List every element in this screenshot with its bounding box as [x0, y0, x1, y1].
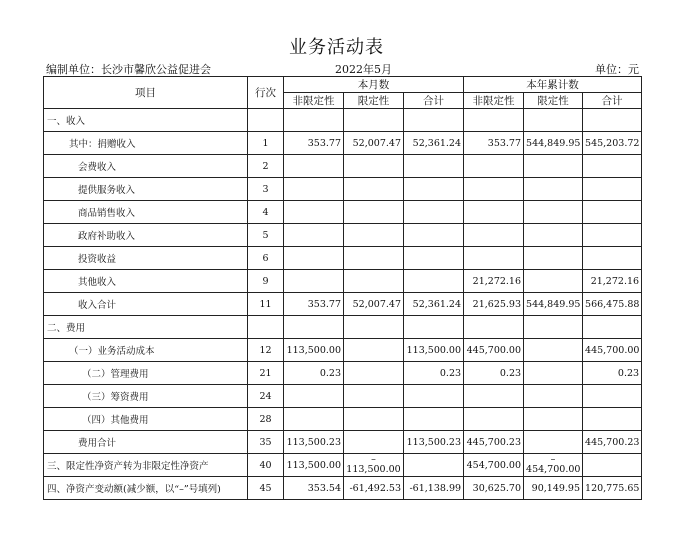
ytd-total — [583, 385, 642, 408]
row-item: 收入合计 — [44, 293, 248, 316]
month-unrestricted: 113,500.00 — [284, 454, 344, 477]
row-line: 12 — [248, 339, 284, 362]
month-total — [404, 155, 464, 178]
table-row — [44, 362, 642, 385]
ytd-total — [583, 178, 642, 201]
month-total — [404, 385, 464, 408]
month-total: 0.23 — [404, 362, 464, 385]
row-item: 二、费用 — [44, 316, 248, 339]
header-line: 行次 — [248, 77, 284, 109]
ytd-unrestricted: 353.77 — [464, 132, 524, 155]
ytd-total: 545,203.72 — [583, 132, 642, 155]
month-unrestricted — [284, 247, 344, 270]
month-total — [404, 201, 464, 224]
month-total — [404, 247, 464, 270]
row-line: 24 — [248, 385, 284, 408]
month-restricted: 52,007.47 — [344, 293, 404, 316]
ytd-total: 120,775.65 — [583, 477, 642, 500]
row-line: 4 — [248, 201, 284, 224]
ytd-restricted — [524, 408, 583, 431]
ytd-restricted — [524, 385, 583, 408]
table-row — [44, 454, 642, 477]
table-row — [44, 408, 642, 431]
row-line: 28 — [248, 408, 284, 431]
ytd-total — [583, 155, 642, 178]
row-line: 11 — [248, 293, 284, 316]
month-total — [404, 270, 464, 293]
month-total — [404, 316, 464, 339]
row-item: 投资收益 — [44, 247, 248, 270]
ytd-restricted — [524, 247, 583, 270]
negative-sign: – — [371, 454, 376, 465]
header-month-unrestricted: 非限定性 — [284, 93, 344, 109]
table-row — [44, 201, 642, 224]
month-unrestricted: 0.23 — [284, 362, 344, 385]
row-line: 21 — [248, 362, 284, 385]
month-restricted — [344, 431, 404, 454]
ytd-restricted — [524, 454, 583, 477]
ytd-total — [583, 454, 642, 477]
ytd-unrestricted: 0.23 — [464, 362, 524, 385]
row-line: 2 — [248, 155, 284, 178]
row-item: （四）其他费用 — [44, 408, 248, 431]
month-unrestricted: 353.54 — [284, 477, 344, 500]
month-unrestricted: 113,500.23 — [284, 431, 344, 454]
row-item: （三）筹资费用 — [44, 385, 248, 408]
ytd-restricted — [524, 270, 583, 293]
ytd-unrestricted — [464, 385, 524, 408]
header-month-restricted: 限定性 — [344, 93, 404, 109]
month-restricted — [344, 155, 404, 178]
ytd-restricted: 544,849.95 — [524, 293, 583, 316]
header-item: 项目 — [44, 77, 248, 109]
month-total: 52,361.24 — [404, 132, 464, 155]
month-total: 52,361.24 — [404, 293, 464, 316]
ytd-unrestricted — [464, 224, 524, 247]
header-row-1 — [44, 77, 642, 93]
table-row — [44, 178, 642, 201]
ytd-unrestricted — [464, 201, 524, 224]
ytd-total — [583, 247, 642, 270]
row-line: 6 — [248, 247, 284, 270]
row-item: 三、限定性净资产转为非限定性净资产 — [44, 454, 248, 477]
month-restricted — [344, 224, 404, 247]
month-restricted — [344, 201, 404, 224]
row-item: （一）业务活动成本 — [44, 339, 248, 362]
row-line: 40 — [248, 454, 284, 477]
ytd-unrestricted: 21,272.16 — [464, 270, 524, 293]
table-row — [44, 224, 642, 247]
table-row — [44, 109, 642, 132]
header-ytd: 本年累计数 — [464, 77, 642, 93]
ytd-total: 21,272.16 — [583, 270, 642, 293]
month-total — [404, 109, 464, 132]
ytd-restricted — [524, 339, 583, 362]
row-line: 1 — [248, 132, 284, 155]
month-restricted — [344, 316, 404, 339]
ytd-unrestricted: 454,700.00 — [464, 454, 524, 477]
report-period: 2022年5月 — [335, 63, 392, 76]
table-row — [44, 247, 642, 270]
month-restricted: -61,492.53 — [344, 477, 404, 500]
ytd-restricted — [524, 155, 583, 178]
row-item: 一、收入 — [44, 109, 248, 132]
month-total — [404, 224, 464, 247]
ytd-restricted: 544,849.95 — [524, 132, 583, 155]
table-row — [44, 132, 642, 155]
ytd-total — [583, 109, 642, 132]
month-restricted — [344, 339, 404, 362]
ytd-restricted: 90,149.95 — [524, 477, 583, 500]
ytd-unrestricted — [464, 178, 524, 201]
row-item: 会费收入 — [44, 155, 248, 178]
month-unrestricted: 113,500.00 — [284, 339, 344, 362]
ytd-total — [583, 224, 642, 247]
row-line: 5 — [248, 224, 284, 247]
row-line — [248, 109, 284, 132]
month-unrestricted — [284, 270, 344, 293]
month-restricted — [344, 385, 404, 408]
header-ytd-unrestricted: 非限定性 — [464, 93, 524, 109]
negative-sign: – — [550, 454, 556, 465]
ytd-unrestricted — [464, 109, 524, 132]
month-unrestricted: 353.77 — [284, 132, 344, 155]
ytd-restricted — [524, 224, 583, 247]
row-item: 商品销售收入 — [44, 201, 248, 224]
ytd-total — [583, 201, 642, 224]
month-total: -61,138.99 — [404, 477, 464, 500]
row-item: 其中：捐赠收入 — [44, 132, 248, 155]
value: 454,700.00 — [526, 464, 581, 475]
table-row — [44, 316, 642, 339]
table-row — [44, 293, 642, 316]
ytd-restricted — [524, 109, 583, 132]
ytd-unrestricted — [464, 247, 524, 270]
ytd-total: 445,700.23 — [583, 431, 642, 454]
month-unrestricted — [284, 109, 344, 132]
row-line: 35 — [248, 431, 284, 454]
ytd-restricted — [524, 431, 583, 454]
month-total — [404, 178, 464, 201]
month-unrestricted — [284, 201, 344, 224]
month-unrestricted — [284, 408, 344, 431]
month-restricted — [344, 408, 404, 431]
month-total: 113,500.23 — [404, 431, 464, 454]
month-unrestricted — [284, 224, 344, 247]
header-ytd-total: 合计 — [583, 93, 642, 109]
header-month-total: 合计 — [404, 93, 464, 109]
ytd-total — [583, 316, 642, 339]
report-title: 业务活动表 — [289, 37, 384, 58]
ytd-total: 445,700.00 — [583, 339, 642, 362]
table-row — [44, 477, 642, 500]
month-unrestricted — [284, 178, 344, 201]
ytd-restricted — [524, 362, 583, 385]
row-item: 提供服务收入 — [44, 178, 248, 201]
month-total — [404, 454, 464, 477]
month-restricted — [344, 270, 404, 293]
ytd-unrestricted — [464, 316, 524, 339]
activity-statement-table — [43, 76, 642, 500]
row-item: 四、净资产变动额(减少额，以“–”号填列) — [44, 477, 248, 500]
table-row — [44, 431, 642, 454]
month-unrestricted — [284, 316, 344, 339]
month-unrestricted: 353.77 — [284, 293, 344, 316]
table-body — [44, 109, 642, 500]
month-restricted — [344, 178, 404, 201]
row-line: 9 — [248, 270, 284, 293]
ytd-total — [583, 408, 642, 431]
ytd-total: 566,475.88 — [583, 293, 642, 316]
ytd-unrestricted: 445,700.23 — [464, 431, 524, 454]
table-row — [44, 385, 642, 408]
row-item: 费用合计 — [44, 431, 248, 454]
row-item: 政府补助收入 — [44, 224, 248, 247]
ytd-total: 0.23 — [583, 362, 642, 385]
month-unrestricted — [284, 155, 344, 178]
month-restricted — [344, 454, 404, 477]
table-row — [44, 339, 642, 362]
ytd-unrestricted: 445,700.00 — [464, 339, 524, 362]
ytd-restricted — [524, 316, 583, 339]
row-item: （二）管理费用 — [44, 362, 248, 385]
reporting-unit: 编制单位：长沙市馨欣公益促进会 — [46, 63, 211, 76]
row-item: 其他收入 — [44, 270, 248, 293]
month-restricted: 52,007.47 — [344, 132, 404, 155]
month-restricted — [344, 362, 404, 385]
month-unrestricted — [284, 385, 344, 408]
month-total — [404, 408, 464, 431]
ytd-restricted — [524, 178, 583, 201]
month-total: 113,500.00 — [404, 339, 464, 362]
table-row — [44, 270, 642, 293]
ytd-unrestricted — [464, 155, 524, 178]
currency-unit: 单位：元 — [595, 63, 639, 76]
ytd-unrestricted: 21,625.93 — [464, 293, 524, 316]
row-line: 45 — [248, 477, 284, 500]
table-row — [44, 155, 642, 178]
row-line — [248, 316, 284, 339]
month-restricted — [344, 247, 404, 270]
ytd-restricted — [524, 201, 583, 224]
header-month: 本月数 — [284, 77, 464, 93]
value: 113,500.00 — [346, 464, 401, 475]
header-ytd-restricted: 限定性 — [524, 93, 583, 109]
row-line: 3 — [248, 178, 284, 201]
month-restricted — [344, 109, 404, 132]
ytd-unrestricted — [464, 408, 524, 431]
ytd-unrestricted: 30,625.70 — [464, 477, 524, 500]
